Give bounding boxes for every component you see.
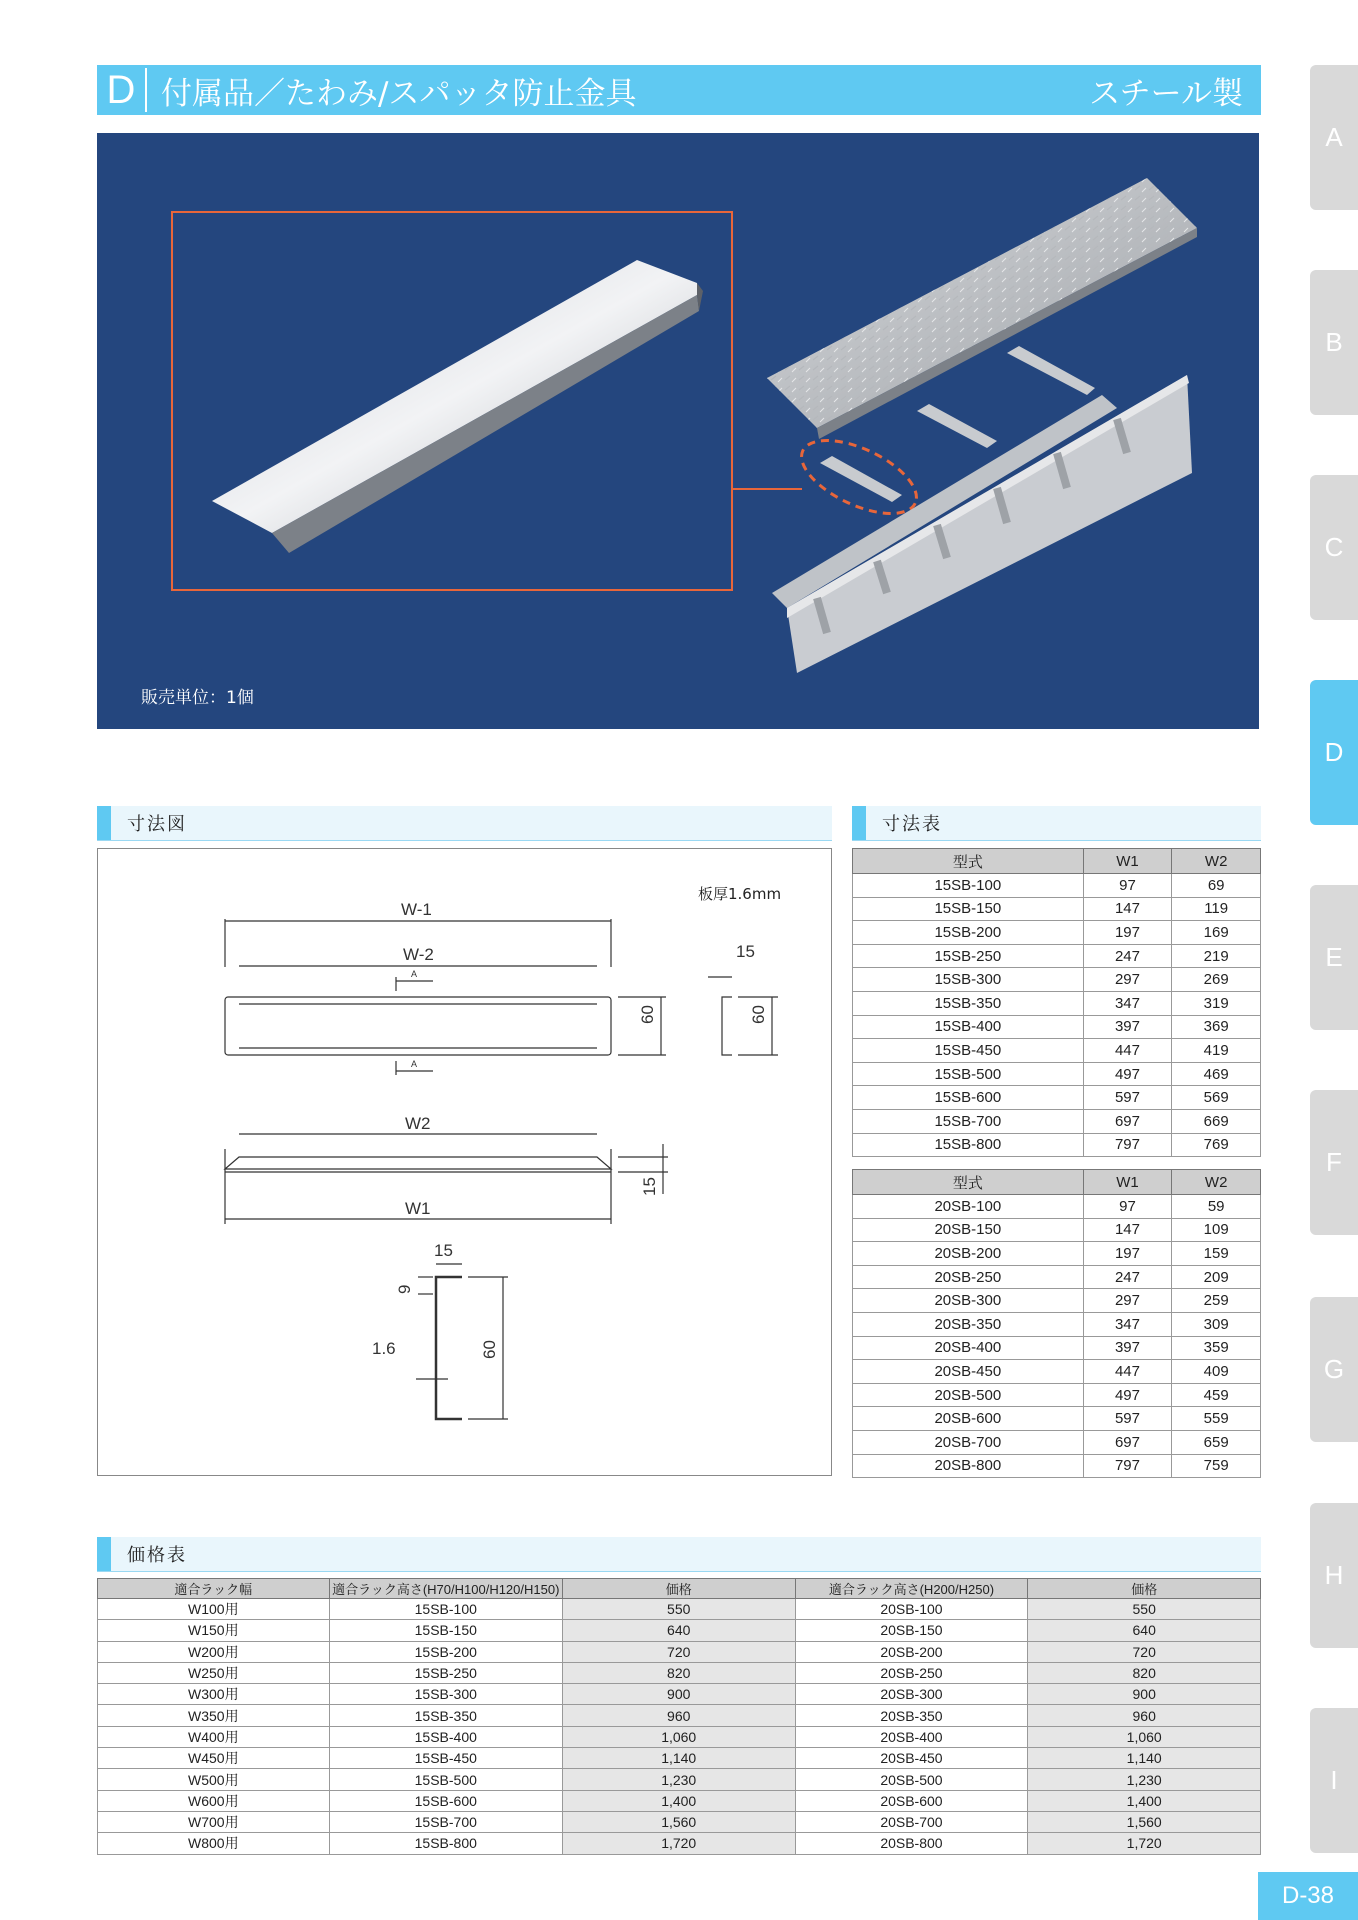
table-cell: 559 (1172, 1407, 1261, 1431)
table-cell: 359 (1172, 1336, 1261, 1360)
plate-thickness-note: 板厚1.6mm (698, 885, 782, 903)
svg-text:60: 60 (480, 1340, 499, 1359)
table-cell: 20SB-250 (853, 1265, 1084, 1289)
table-cell: W300用 (98, 1684, 330, 1705)
table-cell: W100用 (98, 1599, 330, 1620)
table-row (98, 1748, 1261, 1769)
side-channel-profile (722, 997, 732, 1055)
table-cell: 20SB-300 (853, 1289, 1084, 1313)
table-cell: 247 (1083, 944, 1172, 968)
table-row (98, 1833, 1261, 1854)
table-cell: 1,400 (1028, 1790, 1261, 1811)
tab-a[interactable]: A (1310, 65, 1358, 210)
technical-drawing (98, 849, 831, 1475)
table-cell: 147 (1083, 897, 1172, 921)
table-cell: 15SB-800 (329, 1833, 562, 1854)
table-cell: 769 (1172, 1133, 1261, 1157)
section-letter: D (106, 67, 136, 112)
section-price-table: 価格表 (97, 1537, 1261, 1572)
table-cell: 20SB-800 (795, 1833, 1028, 1854)
table-row (853, 897, 1261, 921)
table-cell: 20SB-100 (853, 1195, 1084, 1219)
table-cell: 15SB-600 (853, 1086, 1084, 1110)
table-cell: 20SB-200 (795, 1641, 1028, 1662)
table-row (853, 1062, 1261, 1086)
page-header (97, 65, 1261, 115)
tab-c[interactable]: C (1310, 475, 1358, 620)
svg-text:A: A (411, 1059, 418, 1069)
table-cell: 20SB-400 (795, 1726, 1028, 1747)
table-row (853, 1265, 1261, 1289)
table-row (853, 1086, 1261, 1110)
table-cell: 15SB-700 (329, 1811, 562, 1832)
table-cell: 20SB-700 (853, 1430, 1084, 1454)
table-cell: 1,060 (1028, 1726, 1261, 1747)
table-row (853, 944, 1261, 968)
svg-text:60: 60 (749, 1005, 768, 1024)
table-cell: 409 (1172, 1360, 1261, 1384)
table-cell: 69 (1172, 874, 1261, 898)
table-cell: 319 (1172, 991, 1261, 1015)
table-cell: 15SB-450 (853, 1039, 1084, 1063)
table-cell: 20SB-500 (795, 1769, 1028, 1790)
table-cell: W250用 (98, 1662, 330, 1683)
material-label: スチール製 (1089, 75, 1243, 112)
table-row (98, 1641, 1261, 1662)
table-cell: 1,720 (562, 1833, 795, 1854)
table-cell: 15SB-250 (329, 1662, 562, 1683)
table-cell: 347 (1083, 1312, 1172, 1336)
table-cell: W200用 (98, 1641, 330, 1662)
table-cell: 20SB-450 (795, 1748, 1028, 1769)
table-cell: 550 (562, 1599, 795, 1620)
table-cell: 597 (1083, 1086, 1172, 1110)
table-cell: 497 (1083, 1062, 1172, 1086)
table-cell: 900 (1028, 1684, 1261, 1705)
table-cell: 309 (1172, 1312, 1261, 1336)
table-cell: 759 (1172, 1454, 1261, 1478)
label-w2: W2 (405, 1114, 431, 1133)
table-cell: 497 (1083, 1383, 1172, 1407)
table-cell: 109 (1172, 1218, 1261, 1242)
tab-f[interactable]: F (1310, 1090, 1358, 1235)
table-row (853, 1430, 1261, 1454)
label-w-1: W-1 (401, 900, 432, 919)
table-cell: 659 (1172, 1430, 1261, 1454)
table-cell: 15SB-500 (329, 1769, 562, 1790)
table-row (98, 1769, 1261, 1790)
table-cell: 900 (562, 1684, 795, 1705)
table-cell: 640 (1028, 1620, 1261, 1641)
table-cell: W350用 (98, 1705, 330, 1726)
table-cell: 15SB-350 (853, 991, 1084, 1015)
table-cell: 269 (1172, 968, 1261, 992)
table-cell: 459 (1172, 1383, 1261, 1407)
table-row (853, 991, 1261, 1015)
table-cell: 397 (1083, 1015, 1172, 1039)
table-cell: 197 (1083, 1242, 1172, 1266)
table-cell: 1,230 (1028, 1769, 1261, 1790)
table-cell: 15SB-300 (329, 1684, 562, 1705)
table-cell: 720 (1028, 1641, 1261, 1662)
table-cell: W400用 (98, 1726, 330, 1747)
table-cell: 15SB-200 (853, 921, 1084, 945)
table-cell: 1,140 (1028, 1748, 1261, 1769)
table-cell: 20SB-700 (795, 1811, 1028, 1832)
table-cell: 20SB-350 (853, 1312, 1084, 1336)
table-cell: 247 (1083, 1265, 1172, 1289)
small-plate-2 (917, 404, 997, 448)
table-row (853, 1289, 1261, 1313)
table-cell: 15SB-150 (853, 897, 1084, 921)
table-cell: 20SB-350 (795, 1705, 1028, 1726)
table-row (853, 968, 1261, 992)
table-cell: 797 (1083, 1454, 1172, 1478)
table-cell: 297 (1083, 968, 1172, 992)
table-cell: W150用 (98, 1620, 330, 1641)
svg-text:9: 9 (395, 1284, 414, 1294)
table-row (853, 1336, 1261, 1360)
table-cell: 447 (1083, 1039, 1172, 1063)
table-cell: 169 (1172, 921, 1261, 945)
table-row (853, 1195, 1261, 1219)
table-cell: 20SB-500 (853, 1383, 1084, 1407)
svg-text:15: 15 (640, 1177, 659, 1196)
tab-b[interactable]: B (1310, 270, 1358, 415)
table-row (853, 1242, 1261, 1266)
table-cell: 15SB-200 (329, 1641, 562, 1662)
table-row (98, 1599, 1261, 1620)
table-cell: 20SB-400 (853, 1336, 1084, 1360)
table-row (98, 1790, 1261, 1811)
price-table: 適合ラック幅 適合ラック高さ(H70/H100/H120/H150) 価格 適合ラック高さ(H200/H250) 価格 W100用 15SB-100 550 20SB-100 550 W150用 15SB-150 640 20SB-150 640 W200用 15SB-200 720 20SB-200 720 W250用 15SB-250 820 20SB-250 820 W300用 15SB-300 900 20SB-300 900 W350用 15SB-350 960 20SB-350 960 W400用 15SB-400 1,060 20SB-400 1,060 W450用 15SB-450 1,140 20SB-450 1,140 W500用 15SB-500 1,230 20SB-500 1,230 W600用 15SB-600 1,400 20SB-600 1,400 W700用 15SB-700 1,560 20SB-700 1,560 W800用 15SB-800 1,720 20SB-800 1,720 (97, 1578, 1261, 1855)
table-cell: 15SB-800 (853, 1133, 1084, 1157)
table-cell: 1,400 (562, 1790, 795, 1811)
svg-text:60: 60 (638, 1005, 657, 1024)
table-cell: 15SB-100 (329, 1599, 562, 1620)
table-cell: 640 (562, 1620, 795, 1641)
table-cell: 1,560 (1028, 1811, 1261, 1832)
table-row (98, 1811, 1261, 1832)
table-cell: 20SB-600 (795, 1790, 1028, 1811)
table-row (853, 1109, 1261, 1133)
table-row (98, 1726, 1261, 1747)
front-view-outline (225, 1157, 611, 1169)
table-cell: 697 (1083, 1430, 1172, 1454)
table-cell: 1,140 (562, 1748, 795, 1769)
table-cell: 15SB-350 (329, 1705, 562, 1726)
table-cell: 209 (1172, 1265, 1261, 1289)
table-row (853, 1015, 1261, 1039)
table-cell: 20SB-800 (853, 1454, 1084, 1478)
table-cell: 15SB-150 (329, 1620, 562, 1641)
table-cell: 550 (1028, 1599, 1261, 1620)
table-cell: 15SB-600 (329, 1790, 562, 1811)
table-cell: 720 (562, 1641, 795, 1662)
tab-h[interactable]: H (1310, 1503, 1358, 1648)
table-cell: 820 (1028, 1662, 1261, 1683)
page-title: 付属品／たわみ/スパッタ防止金具 (161, 75, 637, 112)
table-cell: 15SB-400 (329, 1726, 562, 1747)
svg-text:15: 15 (736, 942, 755, 961)
table-cell: W450用 (98, 1748, 330, 1769)
table-cell: 569 (1172, 1086, 1261, 1110)
table-cell: 447 (1083, 1360, 1172, 1384)
table-cell: 15SB-250 (853, 944, 1084, 968)
table-row (853, 1407, 1261, 1431)
table-cell: 797 (1083, 1133, 1172, 1157)
table-row (853, 1133, 1261, 1157)
sales-unit: 販売単位：1個 (141, 688, 254, 708)
table-cell: 960 (562, 1705, 795, 1726)
table-cell: 20SB-150 (853, 1218, 1084, 1242)
table-row (98, 1662, 1261, 1683)
page-number: D-38 (1258, 1872, 1358, 1920)
table-cell: 20SB-150 (795, 1620, 1028, 1641)
table-row (853, 874, 1261, 898)
table-cell: 15SB-100 (853, 874, 1084, 898)
table-row (853, 1312, 1261, 1336)
table-cell: 669 (1172, 1109, 1261, 1133)
dimension-table-15sb: 型式 W1 W2 15SB-100 97 69 15SB-150 147 119 15SB-200 197 169 15SB-250 247 219 15SB-300 297 269 15SB-350 347 319 15SB-400 397 369 15SB-450 447 419 15SB-500 497 469 15SB-600 597 569 15SB-700 697 669 15SB-800 797 769 (852, 848, 1261, 1157)
table-cell: 1,560 (562, 1811, 795, 1832)
tab-d[interactable]: D (1310, 680, 1358, 825)
label-w-2: W-2 (403, 945, 434, 964)
table-cell: 20SB-100 (795, 1599, 1028, 1620)
table-cell: 15SB-450 (329, 1748, 562, 1769)
cross-section-profile (436, 1277, 462, 1419)
table-cell: 20SB-450 (853, 1360, 1084, 1384)
label-w1: W1 (405, 1199, 431, 1218)
product-hero-image (97, 133, 1259, 729)
table-cell: 1,060 (562, 1726, 795, 1747)
table-row (853, 1360, 1261, 1384)
table-cell: 15SB-400 (853, 1015, 1084, 1039)
table-cell: 820 (562, 1662, 795, 1683)
table-cell: W500用 (98, 1769, 330, 1790)
table-cell: 369 (1172, 1015, 1261, 1039)
table-cell: 297 (1083, 1289, 1172, 1313)
table-row (853, 921, 1261, 945)
header-divider (145, 68, 147, 112)
table-cell: 97 (1083, 1195, 1172, 1219)
table-row (853, 1218, 1261, 1242)
table-cell: 960 (1028, 1705, 1261, 1726)
table-cell: 1,230 (562, 1769, 795, 1790)
table-cell: 259 (1172, 1289, 1261, 1313)
svg-text:1.6: 1.6 (372, 1339, 396, 1358)
table-cell: 20SB-250 (795, 1662, 1028, 1683)
table-cell: 1,720 (1028, 1833, 1261, 1854)
tab-e[interactable]: E (1310, 885, 1358, 1030)
tab-g[interactable]: G (1310, 1297, 1358, 1442)
table-cell: 469 (1172, 1062, 1261, 1086)
table-row (98, 1684, 1261, 1705)
svg-text:15: 15 (434, 1241, 453, 1260)
table-cell: 15SB-700 (853, 1109, 1084, 1133)
table-cell: 59 (1172, 1195, 1261, 1219)
section-dimension-drawing: 寸法図 (97, 806, 832, 841)
table-cell: 159 (1172, 1242, 1261, 1266)
table-cell: W600用 (98, 1790, 330, 1811)
table-cell: 597 (1083, 1407, 1172, 1431)
product-illustration (97, 133, 1259, 729)
section-dimension-table: 寸法表 (852, 806, 1261, 841)
table-cell: W800用 (98, 1833, 330, 1854)
table-cell: 119 (1172, 897, 1261, 921)
small-plate-1 (1007, 346, 1095, 395)
table-cell: 20SB-600 (853, 1407, 1084, 1431)
table-cell: 697 (1083, 1109, 1172, 1133)
table-cell: 147 (1083, 1218, 1172, 1242)
dimension-table-20sb: 型式 W1 W2 20SB-100 97 59 20SB-150 147 109 20SB-200 197 159 20SB-250 247 209 20SB-300 297 259 20SB-350 347 309 20SB-400 397 359 20SB-450 447 409 20SB-500 497 459 20SB-600 597 559 20SB-700 697 659 20SB-800 797 759 (852, 1169, 1261, 1478)
tab-i[interactable]: I (1310, 1708, 1358, 1853)
top-view-outline (225, 997, 611, 1055)
table-cell: 219 (1172, 944, 1261, 968)
table-cell: 397 (1083, 1336, 1172, 1360)
table-cell: 20SB-300 (795, 1684, 1028, 1705)
table-row (98, 1620, 1261, 1641)
table-row (853, 1039, 1261, 1063)
table-cell: 197 (1083, 921, 1172, 945)
table-cell: 97 (1083, 874, 1172, 898)
table-row (98, 1705, 1261, 1726)
table-cell: 347 (1083, 991, 1172, 1015)
table-row (853, 1454, 1261, 1478)
table-cell: 419 (1172, 1039, 1261, 1063)
table-cell: W700用 (98, 1811, 330, 1832)
svg-text:A: A (411, 969, 418, 979)
table-cell: 15SB-500 (853, 1062, 1084, 1086)
table-cell: 20SB-200 (853, 1242, 1084, 1266)
table-row (853, 1383, 1261, 1407)
spatter-plate-large (212, 260, 697, 533)
dimension-drawing (97, 848, 832, 1476)
table-cell: 15SB-300 (853, 968, 1084, 992)
